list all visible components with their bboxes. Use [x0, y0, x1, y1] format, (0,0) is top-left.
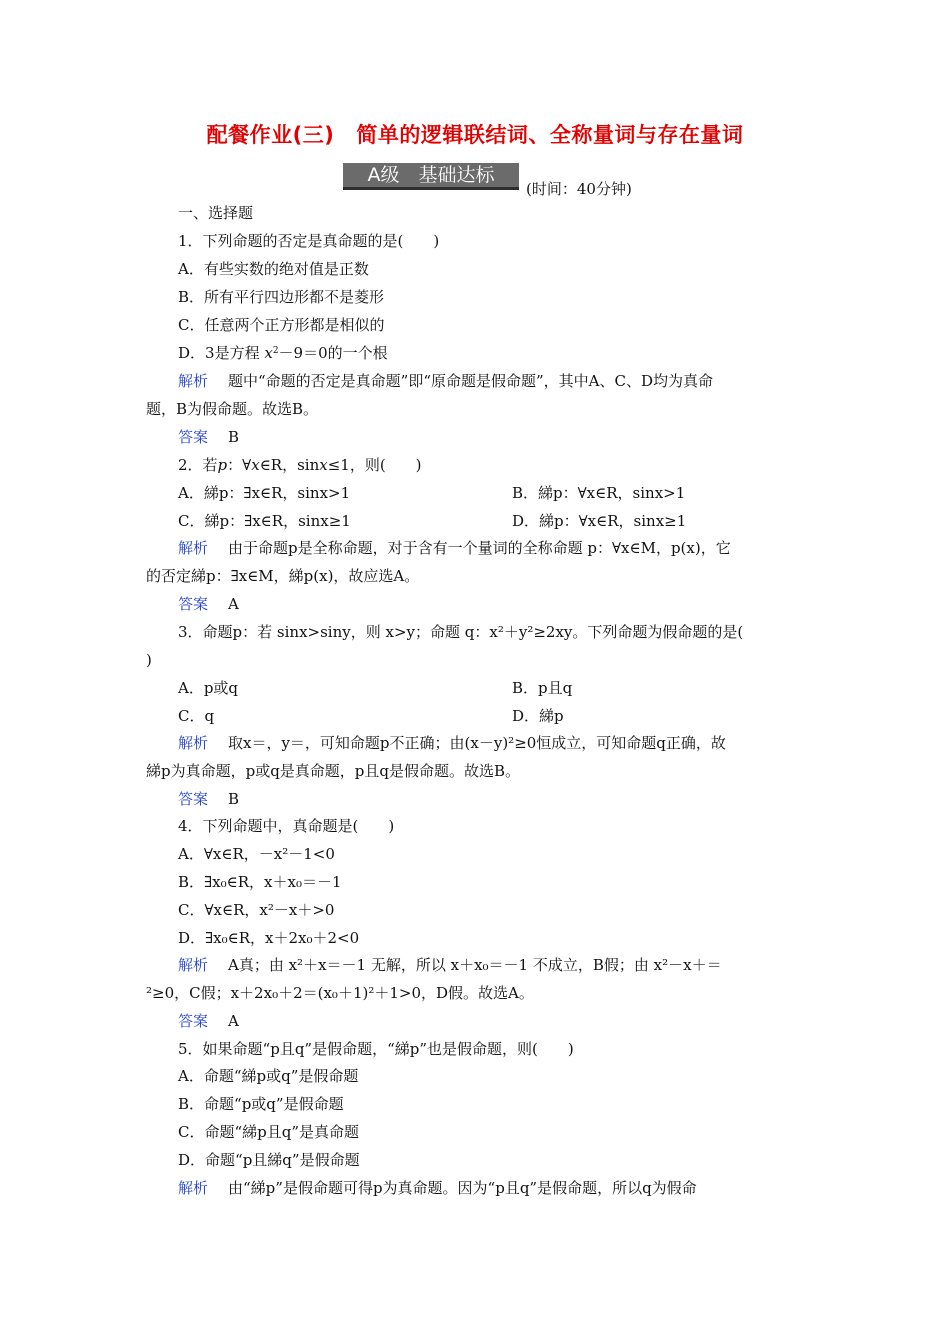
q4-option-b: B．∃x₀∈R，x＋x₀＝－1: [178, 873, 342, 891]
q3-analysis-cont: 綈p为真命题，p或q是真命题，p且q是假命题。故选B。: [146, 762, 521, 780]
q2-analysis: 解析 由于命题p是全称命题，对于含有一个量词的全称命题 p：∀x∈M，p(x)，它: [178, 539, 731, 557]
q3-option-c: C．q: [178, 707, 215, 725]
q4-analysis-cont: ²≥0，C假；x＋2x₀＋2＝(x₀＋1)²＋1>0，D假。故选A。: [146, 984, 534, 1002]
analysis-label: 解析: [178, 734, 209, 752]
answer-label: 答案: [178, 790, 209, 808]
section-heading: 一、选择题: [178, 204, 254, 222]
answer-label: 答案: [178, 595, 209, 613]
q1-option-b: B．所有平行四边形都不是菱形: [178, 288, 385, 306]
q2-stem: 2．若p：∀x∈R，sinx≤1，则( ): [178, 456, 422, 474]
q3-stem-cont: ): [146, 651, 152, 669]
title-left: 配餐作业(三): [206, 123, 335, 147]
q1-analysis: 解析 题中“命题的否定是真命题”即“原命题是假命题”，其中A、C、D均为真命: [178, 372, 714, 390]
answer-label: 答案: [178, 1012, 209, 1030]
q4-stem: 4．下列命题中，真命题是( ): [178, 817, 395, 835]
q4-option-a: A．∀x∈R，－x²－1<0: [178, 845, 335, 863]
analysis-label: 解析: [178, 372, 209, 390]
q4-answer: 答案 A: [178, 1012, 239, 1030]
q5-option-a: A．命题“綈p或q”是假命题: [178, 1067, 359, 1085]
q5-option-c: C．命题“綈p且q”是真命题: [178, 1123, 360, 1141]
analysis-label: 解析: [178, 1179, 209, 1197]
answer-label: 答案: [178, 428, 209, 446]
q1-analysis-cont: 题，B为假命题。故选B。: [146, 400, 319, 418]
q1-option-d: D．3是方程 $x^2-9=0$的一个根: [178, 344, 388, 362]
analysis-label: 解析: [178, 539, 209, 557]
q3-option-a: A．p或q: [178, 679, 239, 697]
q3-option-d: D．綈p: [512, 707, 564, 725]
q5-analysis: 解析 由“綈p”是假命题可得p为真命题。因为“p且q”是假命题，所以q为假命: [178, 1179, 697, 1197]
title-right: 简单的逻辑联结词、全称量词与存在量词: [356, 123, 744, 147]
analysis-label: 解析: [178, 956, 209, 974]
q4-option-d: D．∃x₀∈R，x＋2x₀＋2<0: [178, 929, 360, 947]
q1-option-c: C．任意两个正方形都是相似的: [178, 316, 385, 334]
q2-answer: 答案 A: [178, 595, 239, 613]
q5-option-b: B．命题“p或q”是假命题: [178, 1095, 344, 1113]
q1-option-a: A．有些实数的绝对值是正数: [178, 260, 369, 278]
q4-option-c: C．∀x∈R，x²－x＋>0: [178, 901, 335, 919]
q3-analysis: 解析 取x＝，y＝，可知命题p不正确；由(x－y)²≥0恒成立，可知命题q正确，故: [178, 734, 726, 752]
q3-option-b: B．p且q: [512, 679, 573, 697]
q3-answer: 答案 B: [178, 790, 240, 808]
q1-stem: 1．下列命题的否定是真命题的是( ): [178, 232, 440, 250]
q5-stem: 5．如果命题“p且q”是假命题，“綈p”也是假命题，则( ): [178, 1040, 574, 1058]
q1-answer: 答案 B: [178, 428, 240, 446]
q2-option-c: C．綈p：∃x∈R，sinx≥1: [178, 512, 351, 530]
q2-analysis-cont: 的否定綈p：∃x∈M，綈p(x)，故应选A。: [146, 567, 420, 585]
q5-option-d: D．命题“p且綈q”是假命题: [178, 1151, 360, 1169]
page-title: [0, 119, 950, 149]
time-note: (时间：40分钟): [526, 180, 632, 198]
q2-option-a: A．綈p：∃x∈R，sinx>1: [178, 484, 351, 502]
q3-stem: 3．命题p：若 sinx>siny，则 x>y；命题 q：x²＋y²≥2xy。下列命题为假命题的是(: [178, 623, 744, 641]
q2-option-b: B．綈p：∀x∈R，sinx>1: [512, 484, 686, 502]
q2-option-d: D．綈p：∀x∈R，sinx≥1: [512, 512, 687, 530]
level-badge: A级 基础达标: [343, 163, 519, 190]
q4-analysis: 解析 A真；由 x²＋x＝－1 无解，所以 x＋x₀＝－1 不成立，B假；由 x²－x＋＝: [178, 956, 722, 974]
